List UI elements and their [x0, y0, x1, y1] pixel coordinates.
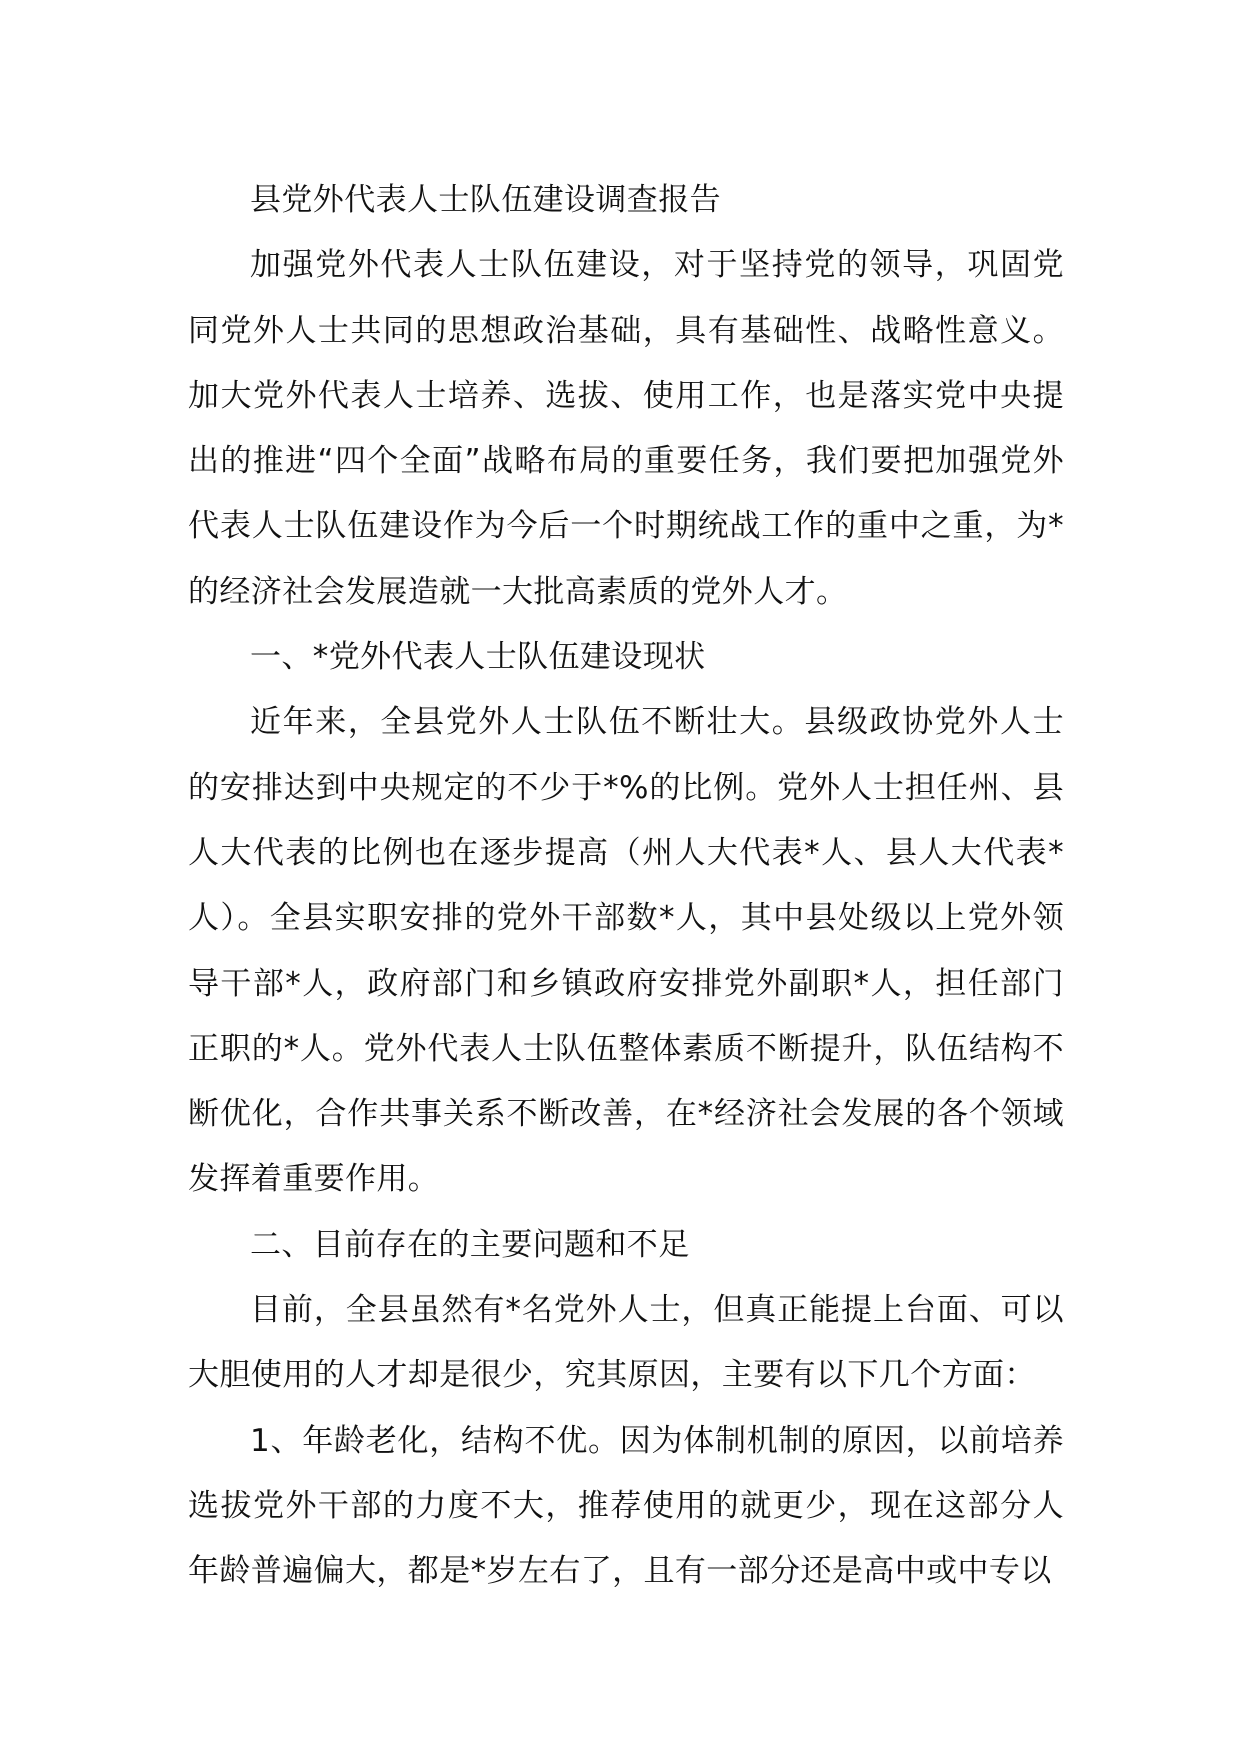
- intro-paragraph: 加强党外代表人士队伍建设，对于坚持党的领导，巩固党同党外人士共同的思想政治基础，具有基础性、战略性意义。加大党外代表人士培养、选拔、使用工作，也是落实党中央提出的推进“四个全面”战略布局的重要任务，我们要把加强党外代表人士队伍建设作为今后一个时期统战工作的重中之重，为*的经济社会发展造就一大批高素质的党外人才。: [188, 247, 1064, 610]
- document-body: [188, 168, 1064, 1605]
- section-heading-status: 一、*党外代表人士队伍建设现状: [250, 639, 706, 676]
- section-heading-problems: 二、目前存在的主要问题和不足: [250, 1226, 690, 1263]
- problem-item-1: 1、年龄老化，结构不优。因为体制机制的原因，以前培养选拔党外干部的力度不大，推荐使用的就更少，现在这部分人年龄普遍偏大，都是*岁左右了，且有一部分还是高中或中专以: [188, 1422, 1064, 1590]
- problems-paragraph: 目前，全县虽然有*名党外人士，但真正能提上台面、可以大胆使用的人才却是很少，究其原因，主要有以下几个方面：: [188, 1292, 1064, 1394]
- status-paragraph: 近年来，全县党外人士队伍不断壮大。县级政协党外人士的安排达到中央规定的不少于*%的比例。党外人士担任州、县人大代表的比例也在逐步提高（州人大代表*人、县人大代表*人）。全县实职安排的党外干部数*人，其中县处级以上党外领导干部*人，政府部门和乡镇政府安排党外副职*人，担任部门正职的*人。党外代表人士队伍整体素质不断提升，队伍结构不断优化，合作共事关系不断改善，在*经济社会发展的各个领域发挥着重要作用。: [188, 704, 1064, 1198]
- document-title: 县党外代表人士队伍建设调查报告: [250, 182, 721, 218]
